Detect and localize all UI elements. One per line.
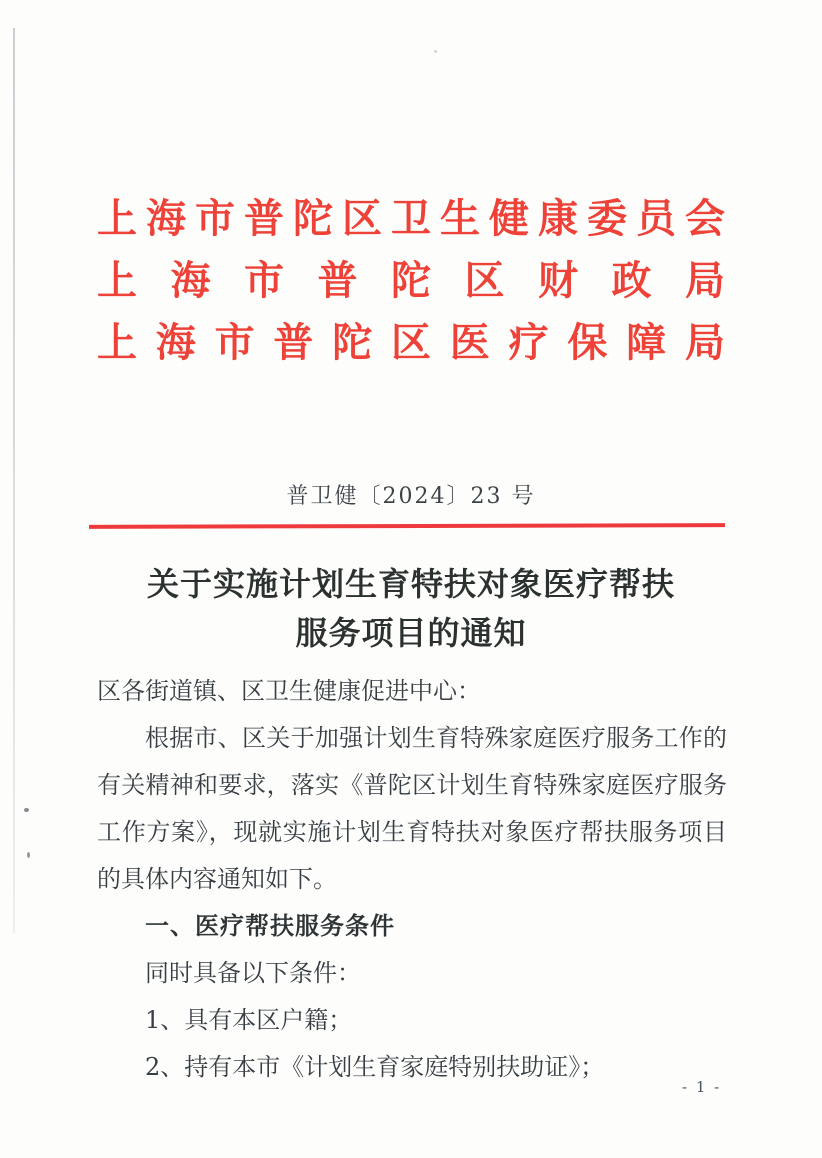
issuer-line-health-commission: 上 海 市 普 陀 区 卫 生 健 康 委 员 会 [97,195,725,242]
scan-speck [24,808,29,812]
letterhead [97,188,725,374]
section-1-intro: 同时具备以下条件： [145,959,361,987]
scan-speck [434,50,437,53]
scan-speck [27,852,30,858]
condition-item-2: 2、持有本市《计划生育家庭特别扶助证》； [145,1053,605,1081]
condition-item-1: 1、具有本区户籍； [145,1006,353,1034]
document-title-line-1: 关于实施计划生育特扶对象医疗帮扶 [146,565,675,603]
intro-paragraph: 根据市、区关于加强计划生育特殊家庭医疗服务工作的有关精神和要求，落实《普陀区计划生育特殊家庭医疗服务工作方案》，现就实施计划生育特扶对象医疗帮扶服务项目的具体内容通知如下。 [97,724,727,893]
red-divider-rule [89,523,725,529]
document-title-line-2: 服务项目的通知 [295,614,527,652]
issuer-line-finance-bureau: 上 海 市 普 陀 区 财 政 局 [97,257,725,304]
salutation: 区各街道镇、区卫生健康促进中心： [97,677,481,705]
issuer-line-medical-insurance-bureau: 上 海 市 普 陀 区 医 疗 保 障 局 [97,319,725,366]
page-number: - 1 - [682,1078,722,1096]
document-body [97,668,727,1091]
section-1-heading: 一、医疗帮扶服务条件 [145,912,395,940]
document-number: 普卫健〔2024〕23 号 [286,484,536,509]
document-title [0,560,822,658]
